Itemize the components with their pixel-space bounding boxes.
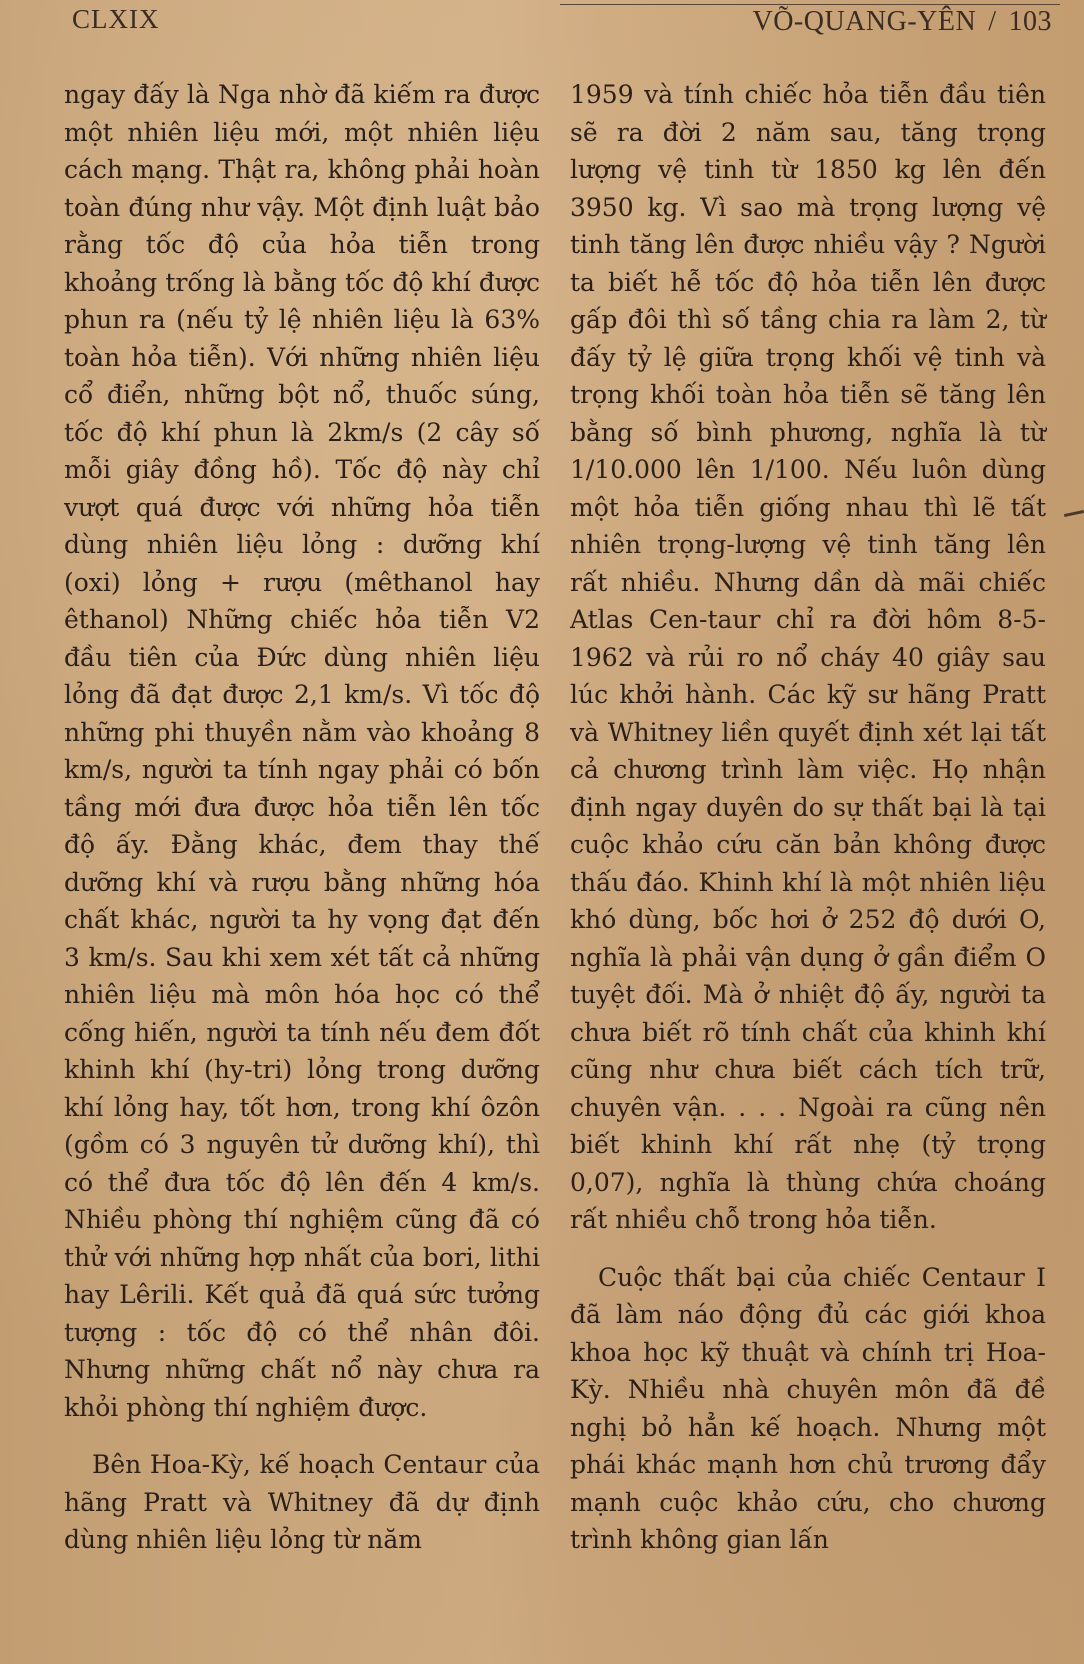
header-separator: / — [988, 6, 997, 37]
section-numeral: CLXIX — [72, 4, 160, 34]
right-paragraph-1: 1959 và tính chiếc hỏa tiễn đầu tiên sẽ ra đời 2 năm sau, tăng trọng lượng vệ tinh từ 1850 kg lên đến 3950 kg. Vì sao mà trọng lượng vệ tinh tăng lên được nhiều vậy ? Người ta biết hễ tốc độ hỏa tiễn lên được gấp đôi thì số tầng chia ra làm 2, từ đấy tỷ lệ giữa trọng khối vệ tinh và trọng khối toàn hỏa tiễn sẽ tăng lên bằng số bình phương, nghĩa là từ 1/10.000 lên 1/100. Nếu luôn dùng một hỏa tiễn giống nhau thì lẽ tất nhiên trọng-lượng vệ tinh tăng lên rất nhiều. Nhưng dần dà mãi chiếc Atlas Cen-taur chỉ ra đời hôm 8-5-1962 và rủi ro nổ cháy 40 giây sau lúc khởi hành. Các kỹ sư hãng Pratt và Whitney liền quyết định xét lại tất cả chương trình làm việc. Họ nhận định ngay duyên do sự thất bại là tại cuộc khảo cứu căn bản không được thấu đáo. Khinh khí là một nhiên liệu khó dùng, bốc hơi ở 252 độ dưới O, nghĩa là phải vận dụng ở gần điểm O tuyệt đối. Mà ở nhiệt độ ấy, người ta chưa biết rõ tính chất của khinh khí cũng như chưa biết cách tích trữ, chuyên vận. . . . Ngoài ra cũng nên biết khinh khí rất nhẹ (tỷ trọng 0,07), nghĩa là thùng chứa choáng rất nhiều chỗ trong hỏa tiễn. — [570, 80, 1046, 1234]
left-column — [64, 76, 540, 1559]
author-name: VÕ-QUANG-YÊN — [752, 6, 977, 37]
page-number: 103 — [1008, 6, 1052, 37]
running-head — [752, 6, 1052, 38]
right-paragraph-2: Cuộc thất bại của chiếc Centaur I đã làm náo động đủ các giới khoa khoa học kỹ thuật và chính trị Hoa-Kỳ. Nhiều nhà chuyên môn đã đề nghị bỏ hẳn kế hoạch. Nhưng một phái khác mạnh hơn chủ trương đẩy mạnh cuộc khảo cứu, cho chương trình không gian lấn — [570, 1262, 1046, 1554]
margin-mark — [1064, 510, 1084, 517]
left-paragraph-2: Bên Hoa-Kỳ, kế hoạch Centaur của hãng Pratt và Whitney đã dự định dùng nhiên liệu lỏng từ năm — [64, 1450, 540, 1554]
right-column — [570, 76, 1046, 1559]
page-header — [72, 0, 1052, 44]
left-paragraph-1: ngay đấy là Nga nhờ đã kiếm ra được một nhiên liệu mới, một nhiên liệu cách mạng. Thật ra, không phải hoàn toàn đúng như vậy. Một định luật bảo rằng tốc độ của hỏa tiễn trong khoảng trống là bằng tốc độ khí được phun ra (nếu tỷ lệ nhiên liệu là 63% toàn hỏa tiễn). Với những nhiên liệu cổ điển, những bột nổ, thuốc súng, tốc độ khí phun là 2km/s (2 cây số mỗi giây đồng hồ). Tốc độ này chỉ vượt quá được với những hỏa tiễn dùng nhiên liệu lỏng : dưỡng khí (oxi) lỏng + rượu (mêthanol hay êthanol) Những chiếc hỏa tiễn V2 đầu tiên của Đức dùng nhiên liệu lỏng đã đạt được 2,1 km/s. Vì tốc độ những phi thuyền nằm vào khoảng 8 km/s, người ta tính ngay phải có bốn tầng mới đưa được hỏa tiễn lên tốc độ ấy. Đằng khác, đem thay thế dưỡng khí và rượu bằng những hóa chất khác, người ta hy vọng đạt đến 3 km/s. Sau khi xem xét tất cả những nhiên liệu mà môn hóa học có thể cống hiến, người ta tính nếu đem đốt khinh khí (hy-tri) lỏng trong dưỡng khí lỏng hay, tốt hơn, trong khí ôzôn (gồm có 3 nguyên tử dưỡng khí), thì có thể đưa tốc độ lên đến 4 km/s. Nhiều phòng thí nghiệm cũng đã có thử với những hợp nhất của bori, lithi hay Lêrili. Kết quả đã quá sức tưởng tượng : tốc độ có thể nhân đôi. Nhưng những chất nổ này chưa ra khỏi phòng thí nghiệm được. — [64, 80, 540, 1422]
